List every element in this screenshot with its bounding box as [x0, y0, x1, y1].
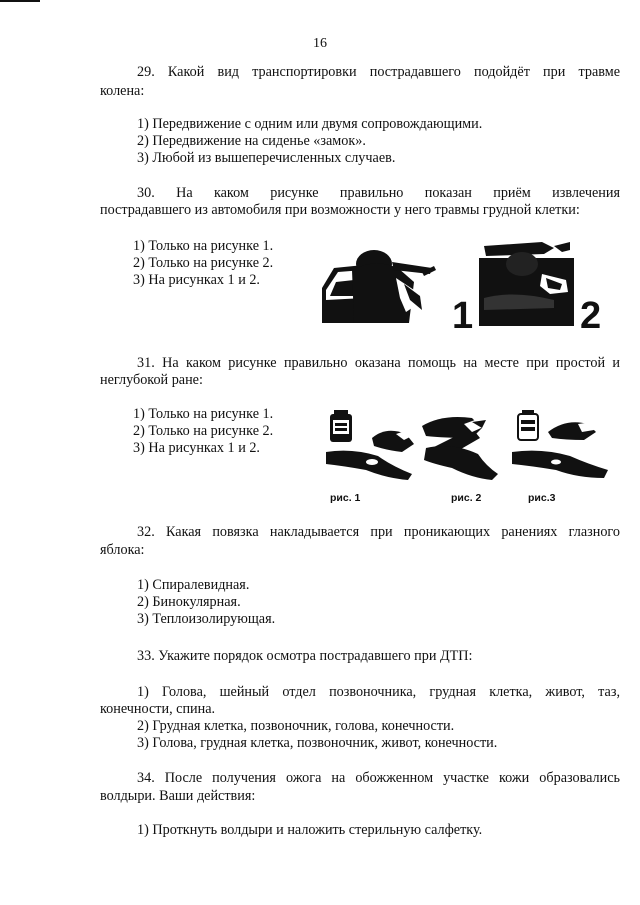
question-31-option-2: 2) Только на рисунке 2. [133, 423, 274, 439]
question-32-line2: яблока: [100, 542, 145, 558]
figure-label-1: 1 [452, 295, 474, 330]
question-31-line2: неглубокой ране: [100, 372, 203, 388]
question-30-line1: 30. На каком рисунке правильно показан приём извлечения [137, 185, 620, 201]
question-33-option-1-cont: конечности, спина. [100, 701, 216, 717]
question-34-line2: волдыри. Ваши действия: [100, 788, 256, 804]
car-extraction-figure [314, 238, 614, 330]
wound-care-picture-1 [326, 410, 414, 480]
question-30-line2: пострадавшего из автомобиля при возможности у него травмы грудной клетки: [100, 202, 580, 218]
page-number: 16 [313, 36, 327, 51]
question-32-option-1: 1) Спиралевидная. [137, 577, 250, 593]
figure-caption-2: рис. 2 [451, 492, 482, 504]
question-31-option-3: 3) На рисунках 1 и 2. [133, 440, 260, 456]
figure-caption-3: рис.3 [528, 492, 556, 504]
question-29-line2: колена: [100, 83, 145, 99]
question-33-line1: 33. Укажите порядок осмотра пострадавшего при ДТП: [137, 648, 473, 664]
figure-label-2: 2 [580, 295, 602, 330]
wound-care-picture-2 [422, 416, 498, 480]
wound-care-picture-3 [512, 410, 608, 478]
question-29-option-1: 1) Передвижение с одним или двумя сопровождающими. [137, 116, 483, 132]
question-31-option-1: 1) Только на рисунке 1. [133, 406, 274, 422]
question-33-option-2: 2) Грудная клетка, позвоночник, голова, конечности. [137, 718, 455, 734]
question-30-option-3: 3) На рисунках 1 и 2. [133, 272, 260, 288]
car-extraction-picture-1 [322, 250, 436, 323]
question-29-option-3: 3) Любой из вышеперечисленных случаев. [137, 150, 396, 166]
car-extraction-picture-2 [479, 242, 574, 326]
question-33-option-3: 3) Голова, грудная клетка, позвоночник, живот, конечности. [137, 735, 498, 751]
top-rule [0, 0, 40, 2]
question-30-option-1: 1) Только на рисунке 1. [133, 238, 274, 254]
question-32-line1: 32. Какая повязка накладывается при проникающих ранениях глазного [137, 524, 620, 540]
wound-care-figure [322, 408, 612, 488]
question-30-option-2: 2) Только на рисунке 2. [133, 255, 274, 271]
question-31-line1: 31. На каком рисунке правильно оказана помощь на месте при простой и [137, 355, 620, 371]
question-34-line1: 34. После получения ожога на обожженном участке кожи образовались [137, 770, 620, 786]
question-34-option-1: 1) Проткнуть волдыри и наложить стерильную салфетку. [137, 822, 483, 838]
question-32-option-3: 3) Теплоизолирующая. [137, 611, 276, 627]
question-33-option-1: 1) Голова, шейный отдел позвоночника, грудная клетка, живот, таз, [137, 684, 620, 700]
question-29-option-2: 2) Передвижение на сиденье «замок». [137, 133, 366, 149]
question-32-option-2: 2) Бинокулярная. [137, 594, 241, 610]
figure-caption-1: рис. 1 [330, 492, 361, 504]
question-29-line1: 29. Какой вид транспортировки пострадавшего подойдёт при травме [137, 64, 620, 80]
